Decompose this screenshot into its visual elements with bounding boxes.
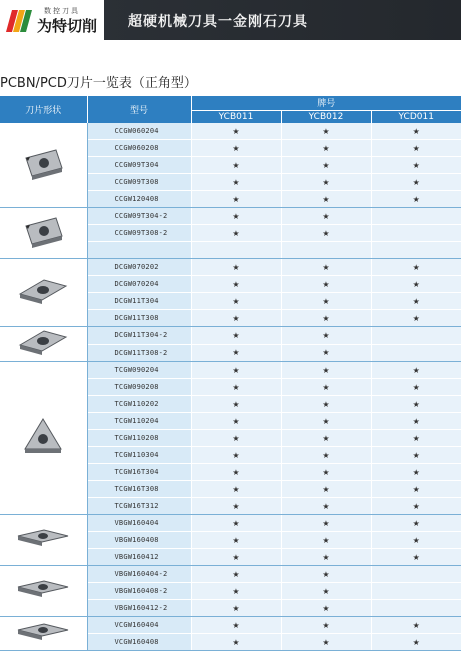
grade-mark-cell: ★: [191, 617, 281, 634]
grade-mark-cell: [371, 327, 461, 345]
grade-mark-cell: ★: [191, 140, 281, 157]
grade-mark-cell: [371, 225, 461, 242]
model-cell: DCGW070204: [87, 276, 191, 293]
table-row: [0, 515, 461, 532]
grade-mark-cell: ★: [281, 259, 371, 276]
grade-mark-cell: ★: [191, 481, 281, 498]
header-grade-1: YCB011: [191, 110, 281, 123]
model-cell: CCGW060204: [87, 123, 191, 140]
grade-mark-cell: ★: [281, 344, 371, 362]
table-row: [0, 362, 461, 379]
grade-mark-cell: [281, 242, 371, 259]
grade-mark-cell: ★: [281, 583, 371, 600]
grade-mark-cell: ★: [281, 617, 371, 634]
grade-mark-cell: ★: [371, 481, 461, 498]
table-row: [0, 566, 461, 583]
grade-mark-cell: ★: [281, 140, 371, 157]
model-cell: TCGW110202: [87, 396, 191, 413]
grade-mark-cell: ★: [281, 532, 371, 549]
model-cell: DCGW11T308: [87, 310, 191, 327]
model-cell: CCGW120408: [87, 191, 191, 208]
header-model: 型号: [87, 96, 191, 123]
DCGW-chipbreaker-insert-icon: [18, 327, 68, 361]
TCGW-insert-icon: [23, 417, 63, 459]
grade-mark-cell: ★: [281, 310, 371, 327]
grade-mark-cell: ★: [371, 617, 461, 634]
grade-mark-cell: ★: [281, 208, 371, 225]
grade-mark-cell: ★: [191, 532, 281, 549]
insert-shape-cell: [0, 617, 87, 651]
grade-mark-cell: ★: [281, 549, 371, 566]
model-cell: VBGW160412: [87, 549, 191, 566]
grade-mark-cell: ★: [281, 430, 371, 447]
logo-tagline: 数控刀具: [44, 7, 80, 15]
grade-mark-cell: ★: [371, 140, 461, 157]
model-cell: VBGW160408: [87, 532, 191, 549]
model-cell: TCGW16T308: [87, 481, 191, 498]
model-cell: DCGW070202: [87, 259, 191, 276]
grade-mark-cell: ★: [371, 191, 461, 208]
grade-mark-cell: ★: [281, 191, 371, 208]
grade-mark-cell: [371, 600, 461, 617]
grade-mark-cell: ★: [371, 123, 461, 140]
grade-mark-cell: ★: [371, 515, 461, 532]
grade-mark-cell: ★: [281, 464, 371, 481]
grade-mark-cell: ★: [371, 447, 461, 464]
VBGW-chipbreaker-insert-icon: [16, 579, 70, 603]
grade-mark-cell: ★: [371, 276, 461, 293]
table-row: [0, 327, 461, 345]
grade-mark-cell: ★: [371, 157, 461, 174]
model-cell: VBGW160412-2: [87, 600, 191, 617]
table-row: [0, 208, 461, 225]
CCGW-chipbreaker-insert-icon: [20, 214, 66, 252]
insert-shape-cell: [0, 566, 87, 617]
table-row: [0, 617, 461, 634]
VCGW-insert-icon: [16, 622, 70, 646]
model-cell: VBGW160408-2: [87, 583, 191, 600]
model-cell: CCGW09T304: [87, 157, 191, 174]
grade-mark-cell: ★: [191, 174, 281, 191]
grade-mark-cell: ★: [281, 447, 371, 464]
logo-text: 为特切削: [37, 17, 98, 35]
grade-mark-cell: ★: [191, 634, 281, 651]
logo: [0, 0, 104, 40]
model-cell: TCGW16T312: [87, 498, 191, 515]
grade-mark-cell: ★: [191, 191, 281, 208]
grade-mark-cell: ★: [191, 549, 281, 566]
model-cell: VBGW160404-2: [87, 566, 191, 583]
model-cell: TCGW110304: [87, 447, 191, 464]
grade-mark-cell: ★: [281, 276, 371, 293]
header-grade: 牌号: [191, 96, 461, 110]
grade-mark-cell: ★: [281, 225, 371, 242]
grade-mark-cell: ★: [371, 293, 461, 310]
grade-mark-cell: ★: [191, 447, 281, 464]
grade-mark-cell: ★: [371, 413, 461, 430]
grade-mark-cell: ★: [281, 362, 371, 379]
model-cell: DCGW11T304: [87, 293, 191, 310]
grade-mark-cell: ★: [191, 362, 281, 379]
grade-mark-cell: ★: [281, 327, 371, 345]
model-cell: TCGW110208: [87, 430, 191, 447]
grade-mark-cell: ★: [191, 583, 281, 600]
grade-mark-cell: [191, 242, 281, 259]
banner-title: 超硬机械刀具一金刚石刀具: [128, 14, 308, 30]
grade-mark-cell: ★: [371, 396, 461, 413]
grade-mark-cell: ★: [191, 379, 281, 396]
model-cell: CCGW09T308-2: [87, 225, 191, 242]
grade-mark-cell: ★: [191, 396, 281, 413]
model-cell: CCGW060208: [87, 140, 191, 157]
grade-mark-cell: [371, 344, 461, 362]
grade-mark-cell: ★: [191, 515, 281, 532]
grade-mark-cell: ★: [281, 396, 371, 413]
header-banner: [0, 0, 461, 40]
grade-mark-cell: ★: [191, 259, 281, 276]
grade-mark-cell: ★: [281, 634, 371, 651]
grade-mark-cell: ★: [191, 600, 281, 617]
grade-mark-cell: ★: [191, 430, 281, 447]
grade-mark-cell: ★: [281, 566, 371, 583]
grade-mark-cell: ★: [281, 293, 371, 310]
grade-mark-cell: ★: [371, 174, 461, 191]
grade-mark-cell: ★: [371, 549, 461, 566]
model-cell: TCGW090204: [87, 362, 191, 379]
VBGW-insert-icon: [16, 528, 70, 552]
insert-shape-cell: [0, 123, 87, 208]
DCGW-insert-icon: [18, 276, 68, 310]
grade-mark-cell: ★: [371, 259, 461, 276]
grade-mark-cell: ★: [191, 293, 281, 310]
insert-shape-cell: [0, 362, 87, 515]
model-cell: TCGW090208: [87, 379, 191, 396]
grade-mark-cell: ★: [281, 481, 371, 498]
model-cell: DCGW11T308-2: [87, 344, 191, 362]
grade-mark-cell: ★: [281, 498, 371, 515]
grade-mark-cell: ★: [191, 310, 281, 327]
grade-mark-cell: ★: [281, 157, 371, 174]
CCGW-insert-icon: [20, 146, 66, 184]
model-cell: [87, 242, 191, 259]
page-title: PCBN/PCD刀片一览表（正角型）: [0, 76, 197, 91]
insert-shape-cell: [0, 515, 87, 566]
grade-mark-cell: ★: [371, 532, 461, 549]
insert-shape-cell: [0, 327, 87, 362]
insert-shape-cell: [0, 259, 87, 327]
grade-mark-cell: ★: [191, 208, 281, 225]
insert-shape-cell: [0, 208, 87, 259]
grade-mark-cell: ★: [281, 174, 371, 191]
grade-mark-cell: ★: [281, 515, 371, 532]
grade-mark-cell: ★: [281, 123, 371, 140]
grade-mark-cell: ★: [191, 123, 281, 140]
grade-mark-cell: ★: [371, 430, 461, 447]
grade-mark-cell: ★: [191, 344, 281, 362]
grade-mark-cell: [371, 208, 461, 225]
model-cell: VCGW160408: [87, 634, 191, 651]
grade-mark-cell: [371, 583, 461, 600]
header-grade-2: YCB012: [281, 110, 371, 123]
header-shape: 刀片形状: [0, 96, 87, 123]
grade-mark-cell: ★: [371, 498, 461, 515]
model-cell: CCGW09T308: [87, 174, 191, 191]
logo-stripes-icon: [4, 6, 32, 34]
grade-mark-cell: ★: [371, 362, 461, 379]
model-cell: VBGW160404: [87, 515, 191, 532]
model-cell: DCGW11T304-2: [87, 327, 191, 345]
grade-mark-cell: ★: [191, 225, 281, 242]
grade-mark-cell: ★: [191, 157, 281, 174]
grade-mark-cell: ★: [281, 600, 371, 617]
insert-table: [0, 96, 461, 651]
grade-mark-cell: [371, 566, 461, 583]
grade-mark-cell: ★: [281, 379, 371, 396]
model-cell: VCGW160404: [87, 617, 191, 634]
model-cell: CCGW09T304-2: [87, 208, 191, 225]
table-row: [0, 123, 461, 140]
grade-mark-cell: ★: [371, 464, 461, 481]
model-cell: TCGW16T304: [87, 464, 191, 481]
grade-mark-cell: ★: [191, 566, 281, 583]
grade-mark-cell: ★: [191, 327, 281, 345]
grade-mark-cell: ★: [281, 413, 371, 430]
grade-mark-cell: ★: [371, 379, 461, 396]
table-row: [0, 259, 461, 276]
grade-mark-cell: ★: [371, 634, 461, 651]
model-cell: TCGW110204: [87, 413, 191, 430]
grade-mark-cell: ★: [191, 413, 281, 430]
grade-mark-cell: ★: [371, 310, 461, 327]
grade-mark-cell: [371, 242, 461, 259]
header-grade-3: YCD011: [371, 110, 461, 123]
grade-mark-cell: ★: [191, 464, 281, 481]
grade-mark-cell: ★: [191, 498, 281, 515]
grade-mark-cell: ★: [191, 276, 281, 293]
